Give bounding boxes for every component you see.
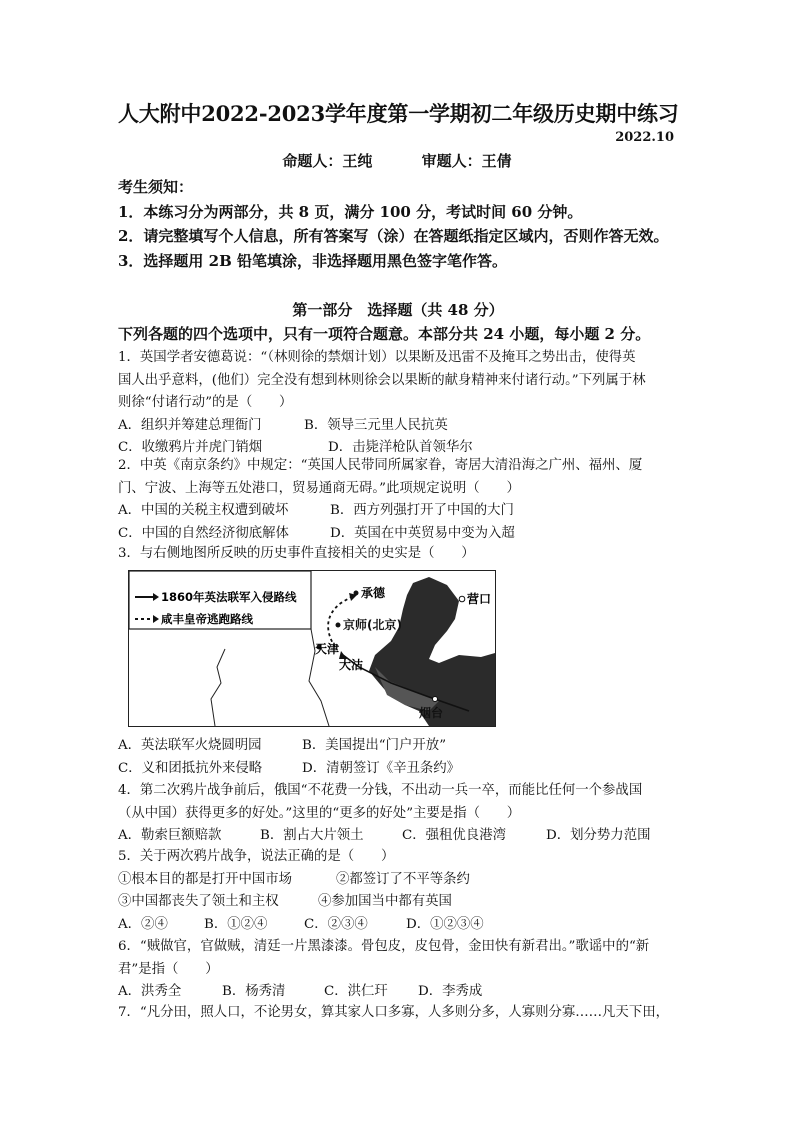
question-stem: 5．关于两次鸦片战争，说法正确的是（ ） (118, 849, 395, 864)
exam-date: 2022.10 (615, 130, 674, 145)
question-stem: 4．第二次鸦片战争前后，俄国“不花费一分钱，不出动一兵一卒，而能比任何一个参战国 (118, 783, 643, 798)
option-a: A．洪秀全 (118, 984, 182, 999)
question-4 (118, 780, 678, 848)
question-stem: 则徐“付诸行动”的是（ ） (118, 395, 293, 410)
history-map (128, 570, 496, 727)
options-row (118, 735, 678, 758)
yantai-label: 烟台 (419, 706, 444, 720)
beijing-label: 京师(北京) (343, 618, 402, 632)
question-stem: （从中国）获得更多的好处。”这里的“更多的好处”主要是指（ ） (118, 805, 521, 821)
tianjin-label: 天津 (315, 642, 340, 656)
instructions-heading: 考生须知： (118, 178, 194, 196)
option-d: D．①②③④ (406, 916, 484, 932)
chengde-label: 承德 (361, 586, 386, 600)
option-c: C．收缴鸦片并虎门销烟 (118, 440, 263, 455)
question-2 (118, 455, 678, 545)
author-line (0, 150, 794, 171)
section-title: 第一部分 选择题（共 48 分） (292, 301, 504, 319)
option-c: C．强租优良港湾 (402, 828, 506, 843)
legend-escape-label: 咸丰皇帝逃跑路线 (161, 612, 253, 626)
option-d: D．英国在中英贸易中变为入超 (330, 525, 515, 541)
question-1 (118, 347, 678, 460)
dagu-label: 大沽 (339, 658, 364, 672)
options-row (118, 523, 678, 546)
option-c: C．中国的自然经济彻底解体 (118, 525, 289, 541)
option-c: C．洪仁玕 (324, 984, 388, 999)
option-d: D．清朝签订《辛丑条约》 (302, 760, 461, 776)
instructions (118, 175, 678, 273)
options-row (118, 914, 678, 937)
option-d: D．划分势力范围 (546, 828, 651, 843)
question-7-stem: 7．“凡分田，照人口，不论男女，算其家人口多寡，人多则分多，人寡则分寡……凡天下田， (118, 1005, 669, 1020)
option-b: B．割占大片领土 (260, 828, 364, 843)
statement-3: ③中国都丧失了领土和主权 (118, 894, 279, 909)
option-a: A．勒索巨额赔款 (118, 828, 222, 843)
statements-row (118, 891, 678, 914)
option-b: B．领导三元里人民抗英 (304, 417, 448, 433)
chengde-marker (354, 591, 359, 596)
option-a: A．②④ (118, 916, 168, 932)
exam-title: 人大附中2022-2023学年度第一学期初二年级历史期中练习 (118, 101, 679, 126)
question-stem: 6．“贼做官，官做贼，清廷一片黑漆漆。骨包皮，皮包骨，金田快有新君出。”歌谣中的“新 (118, 939, 650, 954)
question-stem: 2．中英《南京条约》中规定：“英国人民带同所属家眷，寄居大清沿海之广州、福州、厦 (118, 458, 643, 473)
option-b: B．西方列强打开了中国的大门 (330, 503, 514, 518)
option-a: A．组织并筹建总理衙门 (118, 417, 262, 433)
options-row (118, 500, 678, 523)
options-row (118, 758, 678, 781)
question-author: 命题人：王纯 (282, 152, 373, 170)
option-b: B．杨秀清 (222, 984, 286, 999)
border-line (211, 649, 225, 726)
option-a: A．中国的关税主权遭到破坏 (118, 503, 289, 518)
map-graphic (129, 571, 495, 726)
option-b: B．美国提出“门户开放” (302, 738, 447, 753)
options-row (118, 415, 678, 438)
instruction-item: 3．选择题用 2B 铅笔填涂，非选择题用黑色签字笔作答。 (118, 251, 507, 270)
option-d: D．击毙洋枪队首领华尔 (328, 440, 473, 455)
option-c: C．②③④ (304, 916, 368, 932)
question-3-options (118, 735, 678, 780)
question-stem: 1．英国学者安德葛说：“（林则徐的禁烟计划）以果断及迅雷不及掩耳之势出击，使得英 (118, 350, 636, 365)
statements-row (118, 869, 678, 892)
yantai-marker (433, 697, 438, 702)
question-stem: 君”是指（ ） (118, 961, 219, 977)
statement-2: ②都签订了不平等条约 (336, 871, 470, 887)
instruction-item: 1．本练习分为两部分，共 8 页，满分 100 分，考试时间 60 分钟。 (118, 202, 583, 221)
option-b: B．①②④ (204, 916, 268, 932)
options-row (118, 825, 678, 848)
section-intro: 下列各题的四个选项中，只有一项符合题意。本部分共 24 小题，每小题 2 分。 (118, 325, 651, 343)
yingkou-label: 营口 (467, 592, 492, 606)
question-5 (118, 846, 678, 936)
question-stem: 门、宁波、上海等五处港口，贸易通商无碍。”此项规定说明（ ） (118, 480, 520, 496)
yingkou-marker (459, 596, 465, 602)
legend-invasion-label: 1860年英法联军入侵路线 (161, 590, 297, 604)
instruction-item: 2．请完整填写个人信息，所有答案写（涂）在答题纸指定区域内，否则作答无效。 (118, 227, 669, 245)
option-d: D．李秀成 (418, 984, 483, 999)
question-6 (118, 936, 678, 1004)
statement-1: ①根本目的都是打开中国市场 (118, 871, 293, 887)
question-stem: 国人出乎意料，(他们）完全没有想到林则徐会以果断的献身精神来付诸行动。”下列属于林 (118, 372, 646, 388)
question-reviewer: 审题人：王倩 (421, 152, 512, 170)
options-row (118, 981, 678, 1004)
question-3-stem: 3．与右侧地图所反映的历史事件直接相关的史实是（ ） (118, 546, 475, 561)
statement-4: ④参加国当中都有英国 (318, 894, 452, 909)
beijing-marker (336, 623, 341, 628)
option-a: A．英法联军火烧圆明园 (118, 738, 262, 753)
option-c: C．义和团抵抗外来侵略 (118, 760, 263, 776)
